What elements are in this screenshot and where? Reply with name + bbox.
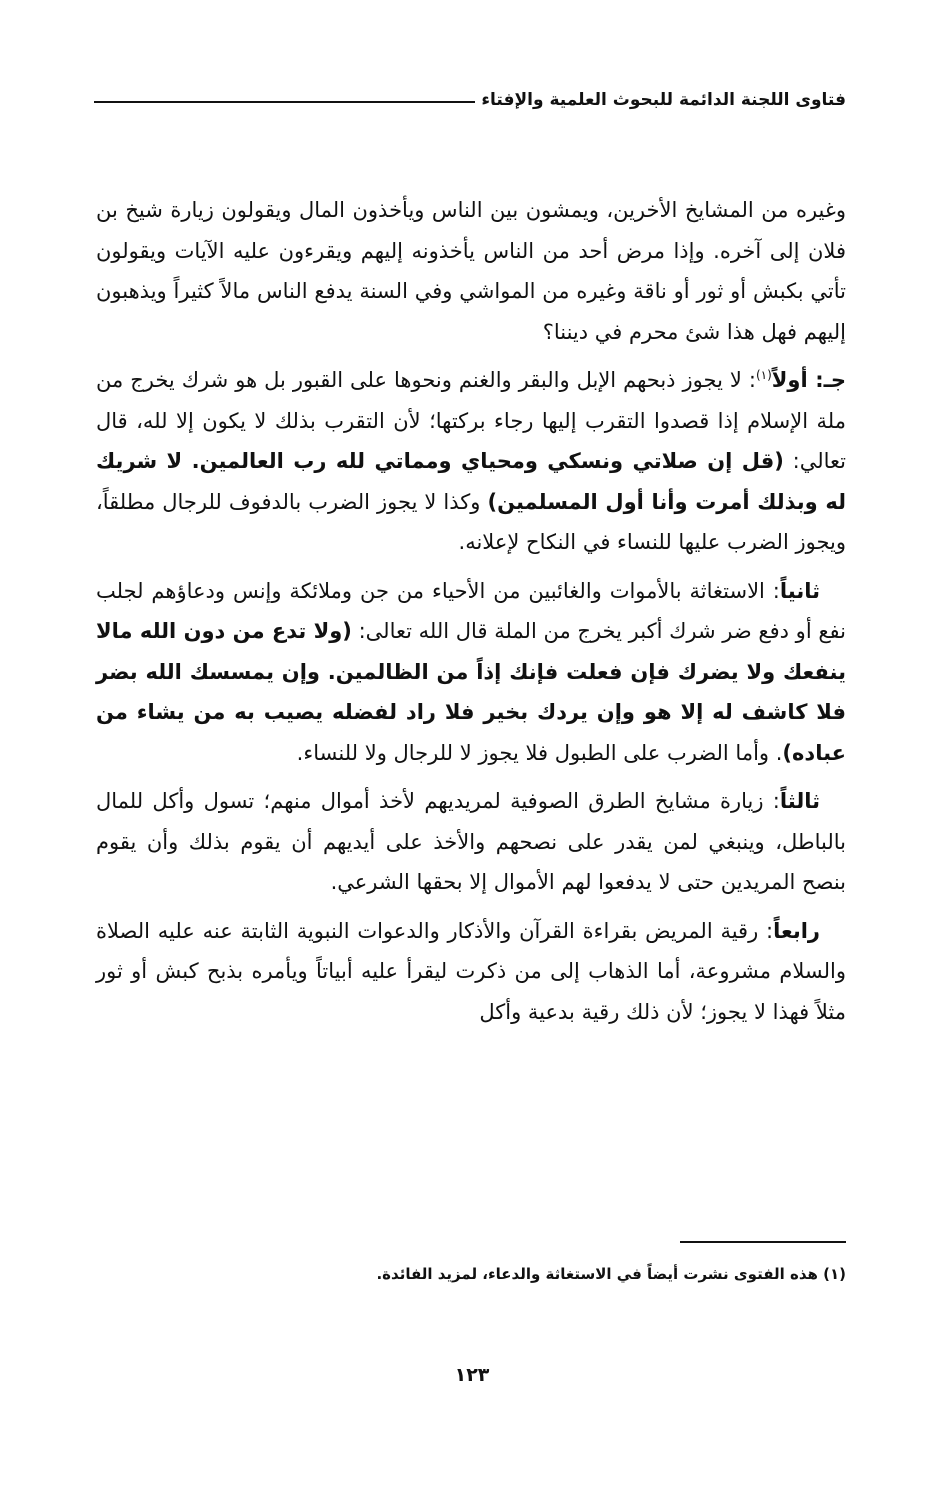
main-text	[96, 190, 846, 1040]
paragraph-question: وغيره من المشايخ الأخرين، ويمشون بين الناس ويأخذون المال ويقولون زيارة شيخ بن فلان إلى آخره. وإذا مرض أحد من الناس يأخذونه إليهم ويقرءون عليه الآيات ويقولون تأتي بكبش أو ثور أو ناقة وغيره من المواشي وفي السنة يدفع الناس مالاً كثيراً ويذهبون إليهم فهل هذا شئ محرم في ديننا؟	[96, 198, 846, 344]
running-header	[94, 86, 846, 114]
quran-verse: (ولا تدع من دون الله مالا ينفعك ولا يضرك فإن فعلت فإنك إذاً من الظالمين. وإن يمسسك الله بضر فلا كاشف له إلا هو وإن يردك بخير فلا راد لفضله يصيب به من يشاء من عباده)	[96, 619, 846, 765]
paragraph-answer-first	[96, 360, 846, 563]
answer-third-text: : زيارة مشايخ الطرق الصوفية لمريديهم لأخذ أموال منهم؛ تسول وأكل للمال بالباطل، وينبغي لمن يقدر على نصحهم والأخذ على أيديهم أن يقوم بذلك وأن يقوم بنصح المريدين حتى لا يدفعوا لهم الأموال إلا بحقها الشرعي.	[96, 789, 846, 894]
page-number: ١٢٣	[454, 1364, 490, 1386]
answer-first-text: : لا يجوز ذبحهم الإبل والبقر والغنم ونحوها على القبور بل هو شرك يخرج من ملة الإسلام إذا قصدوا التقرب إليها رجاء بركتها؛ لأن التقرب بذلك لا يكون إلا لله، قال تعالي:	[96, 368, 846, 473]
footnote: (١) هذه الفتوى نشرت أيضاً في الاستغاثة والدعاء، لمزيد الفائدة.	[376, 1265, 846, 1283]
footnote-separator	[680, 1241, 846, 1243]
third-lead-label: ثالثاً	[779, 789, 820, 813]
answer-first-text-cont: وكذا لا يجوز الضرب بالدفوف للرجال مطلقاً، ويجوز الضرب عليها للنساء في النكاح لإعلانه.	[96, 489, 846, 554]
quran-verse: (قل إن صلاتي ونسكي ومحياي ومماتي لله رب العالمين. لا شريك له وبذلك أمرت وأنا أول المسلمين)	[96, 449, 847, 514]
paragraph-answer-third	[96, 781, 846, 903]
paragraph-answer-fourth	[96, 911, 846, 1033]
answer-second-text-cont: . وأما الضرب على الطبول فلا يجوز لا للرجال ولا للنساء.	[296, 740, 783, 765]
second-lead-label: ثانياً	[779, 578, 820, 603]
answer-lead-label: جـ: أولاً	[771, 368, 846, 392]
answer-fourth-text: : رقية المريض بقراءة القرآن والأذكار والدعوات النبوية الثابتة عنه عليه الصلاة والسلام مشروعة، أما الذهاب إلى من ذكرت ليقرأ عليه أبياتاً ويأمره بذبح كبش أو ثور مثلاً فهذا لا يجوز؛ لأن ذلك رقية بدعية وأكل	[96, 918, 846, 1024]
fourth-lead-label: رابعاً	[773, 918, 820, 943]
paragraph-answer-second	[96, 571, 846, 774]
header-rule	[94, 101, 475, 103]
footnote-reference: (١)	[755, 368, 772, 382]
running-header-title: فتاوى اللجنة الدائمة للبحوث العلمية والإفتاء	[481, 90, 846, 110]
answer-second-text: : الاستغاثة بالأموات والغائبين من الأحياء من جن وملائكة وإنس ودعاؤهم لجلب نفع أو دفع ضر شرك أكبر يخرج من الملة قال الله تعالى:	[96, 578, 847, 643]
